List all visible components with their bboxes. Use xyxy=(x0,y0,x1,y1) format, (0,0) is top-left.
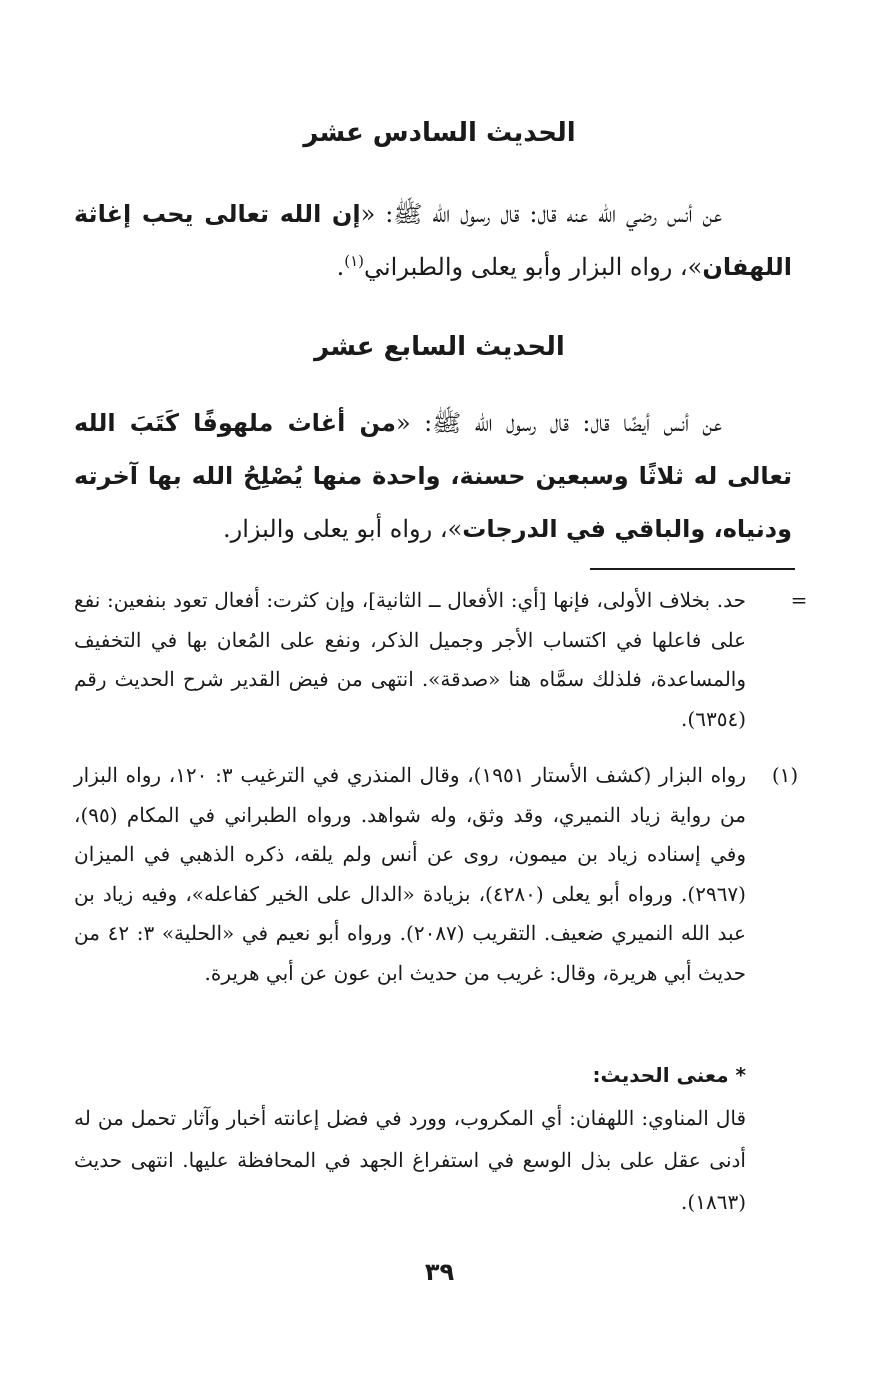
hadith-17-source: »، رواه أبو يعلى والبزار. xyxy=(223,515,463,543)
hadith-17-paragraph xyxy=(74,397,792,556)
hadith-16-intro: عن أنس رضي الله عنه قال: قال رسول الله ﷺ: « xyxy=(360,200,723,228)
footnote-1-marker: (١) xyxy=(771,763,799,787)
hadith-16-source: »، رواه البزار وأبو يعلى والطبراني xyxy=(363,253,703,281)
hadith-16-end: . xyxy=(336,253,345,281)
footnote-1: رواه البزار (كشف الأستار ١٩٥١)، وقال المنذري في الترغيب ٣: ١٢٠، رواه البزار من رواية زياد النميري، وقد وثق، وله شواهد. ورواه الطبراني في المكام (٩٥)، وفي إسناده زياد بن ميمون، روى عن أنس ولم يلقه، ذكره الذهبي في الميزان (٢٩٦٧). ورواه أبو يعلى (٤٢٨٠)، بزيادة «الدال على الخير كفاعله»، وفيه زياد بن عبد الله النميري ضعيف. التقريب (٢٠٨٧). ورواه أبو نعيم في «الحلية» ٣: ٤٢ من حديث أبي هريرة، وقال: غريب من حديث ابن عون عن أبي هريرة. xyxy=(74,763,746,985)
page-number: ٣٩ xyxy=(424,1258,455,1286)
hadith-16-paragraph xyxy=(74,188,792,294)
footnote-continuation-marker: = xyxy=(790,588,808,612)
hadith-17-intro: عن أنس أيضًا قال: قال رسول الله ﷺ: « xyxy=(395,409,723,437)
footnote-continuation: حد. بخلاف الأولى، فإنها [أي: الأفعال ــ الثانية]، وإن كثرت: أفعال تعود بنفعين: نفع على فاعلها في اكتساب الأجر وجميل الذكر، ونفع على المُعان بها في التخفيف والمساعدة، فلذلك سمَّاه هنا «صدقة». انتهى من فيض القدير شرح الحديث رقم (٦٣٥٤). xyxy=(74,588,746,731)
meaning-text: قال المناوي: اللهفان: أي المكروب، وورد في فضل إعانته أخبار وآثار تحمل من له أدنى عقل على بذل الوسع في استفراغ الجهد في المحافظة عليها. انتهى حديث (١٨٦٣). xyxy=(74,1106,746,1214)
hadith-16-title: الحديث السادس عشر xyxy=(303,118,576,148)
footnote-ref-1[interactable]: (١) xyxy=(344,252,364,270)
hadith-17-title: الحديث السابع عشر xyxy=(314,332,565,362)
hadith-17-text: من أغاث ملهوفًا كَتَبَ الله تعالى له ثلاثًا وسبعين حسنة، واحدة منها يُصْلِحُ الله بها آخرته ودنياه، والباقي في الدرجات xyxy=(74,409,792,543)
footnote-divider xyxy=(590,568,795,570)
meaning-heading: * معنى الحديث: xyxy=(592,1063,746,1087)
hadith-16-text: إن الله تعالى يحب إغاثة اللهفان xyxy=(74,200,792,281)
